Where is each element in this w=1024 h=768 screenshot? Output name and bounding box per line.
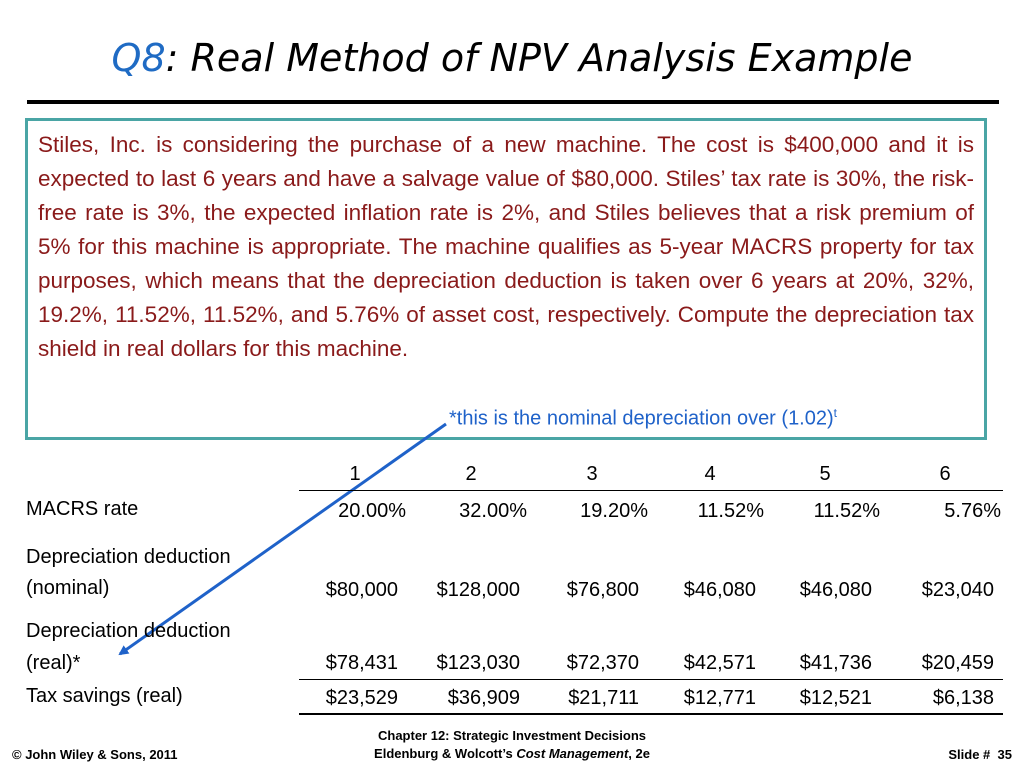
row-label-tax-savings: Tax savings (real) [26,685,183,707]
table-cell: $72,370 [566,652,639,674]
footer-copyright: © John Wiley & Sons, 2011 [12,747,178,762]
slide-number: 35 [997,747,1012,762]
title-text: : Real Method of NPV Analysis Example [165,36,913,80]
table-cell: $78,431 [325,652,398,674]
title-question-number: Q8 [111,36,166,80]
year-header-3: 3 [586,463,598,485]
row-label-real-line2: (real)* [26,652,81,674]
footer-chapter: Chapter 12: Strategic Investment Decisions [377,728,647,743]
table-cell: 5.76% [944,500,1001,522]
row-label-macrs-rate: MACRS rate [26,498,139,520]
table-cell: 19.20% [580,500,648,522]
problem-text: Stiles, Inc. is considering the purchase of a new machine. The cost is $400,000 and it is expected to last 6 years and have a salvage value of $80,000. Stiles’ tax rate is 30%, the risk-free rate is 3%, the expected inflation rate is 2%, and Stiles believes that a risk premium of 5% for this machine is appropriate. The machine qualifies as 5-year MACRS property for tax purposes, which means that the depreciation deduction is taken over 6 years at 20%, 32%, 19.2%, 11.52%, 11.52%, and 5.76% of asset cost, respectively. Compute the depreciation tax shield in real dollars for this machine. [38,132,974,361]
table-cell: $46,080 [799,579,872,601]
table-cell: $12,521 [799,687,872,709]
footer-book-title: Cost Management [516,746,629,761]
year-header-1: 1 [349,463,361,485]
table-cell: 11.52% [813,500,880,522]
table-cell: $80,000 [325,579,398,601]
footer-book-prefix: Eldenburg & Wolcott’s [374,746,517,761]
slide-label: Slide # [948,747,991,762]
table-cell: $36,909 [447,687,520,709]
table-cell: $23,040 [921,579,994,601]
note-text: *this is the nominal depreciation over (1.02) [449,407,834,430]
row-label-nominal-line2: (nominal) [26,577,110,599]
table-cell: $42,571 [683,652,756,674]
table-cell: $123,030 [436,652,520,674]
year-header-4: 4 [704,463,716,485]
year-header-5: 5 [819,463,831,485]
year-header-6: 6 [939,463,951,485]
table-cell: $21,711 [568,687,639,709]
table-row-rule [299,679,1003,680]
year-header-2: 2 [465,463,477,485]
note-superscript: t [833,406,837,420]
footer-book-suffix: , 2e [628,746,650,761]
footer-slide-number [900,747,1012,762]
table-cell: $46,080 [683,579,756,601]
row-label-nominal-line1: Depreciation deduction [26,546,231,568]
table-cell: 20.00% [338,500,406,522]
table-cell: 11.52% [697,500,764,522]
table-cell: 32.00% [459,500,527,522]
row-label-real-line1: Depreciation deduction [26,620,231,642]
table-cell: $6,138 [932,687,994,709]
footer-book [340,746,684,761]
table-cell: $41,736 [799,652,872,674]
table-cell: $76,800 [566,579,639,601]
table-cell: $20,459 [921,652,994,674]
table-bottom-rule [299,713,1003,715]
table-header-rule [299,490,1003,491]
table-cell: $128,000 [436,579,520,601]
table-cell: $23,529 [325,687,398,709]
table-cell: $12,771 [683,687,756,709]
